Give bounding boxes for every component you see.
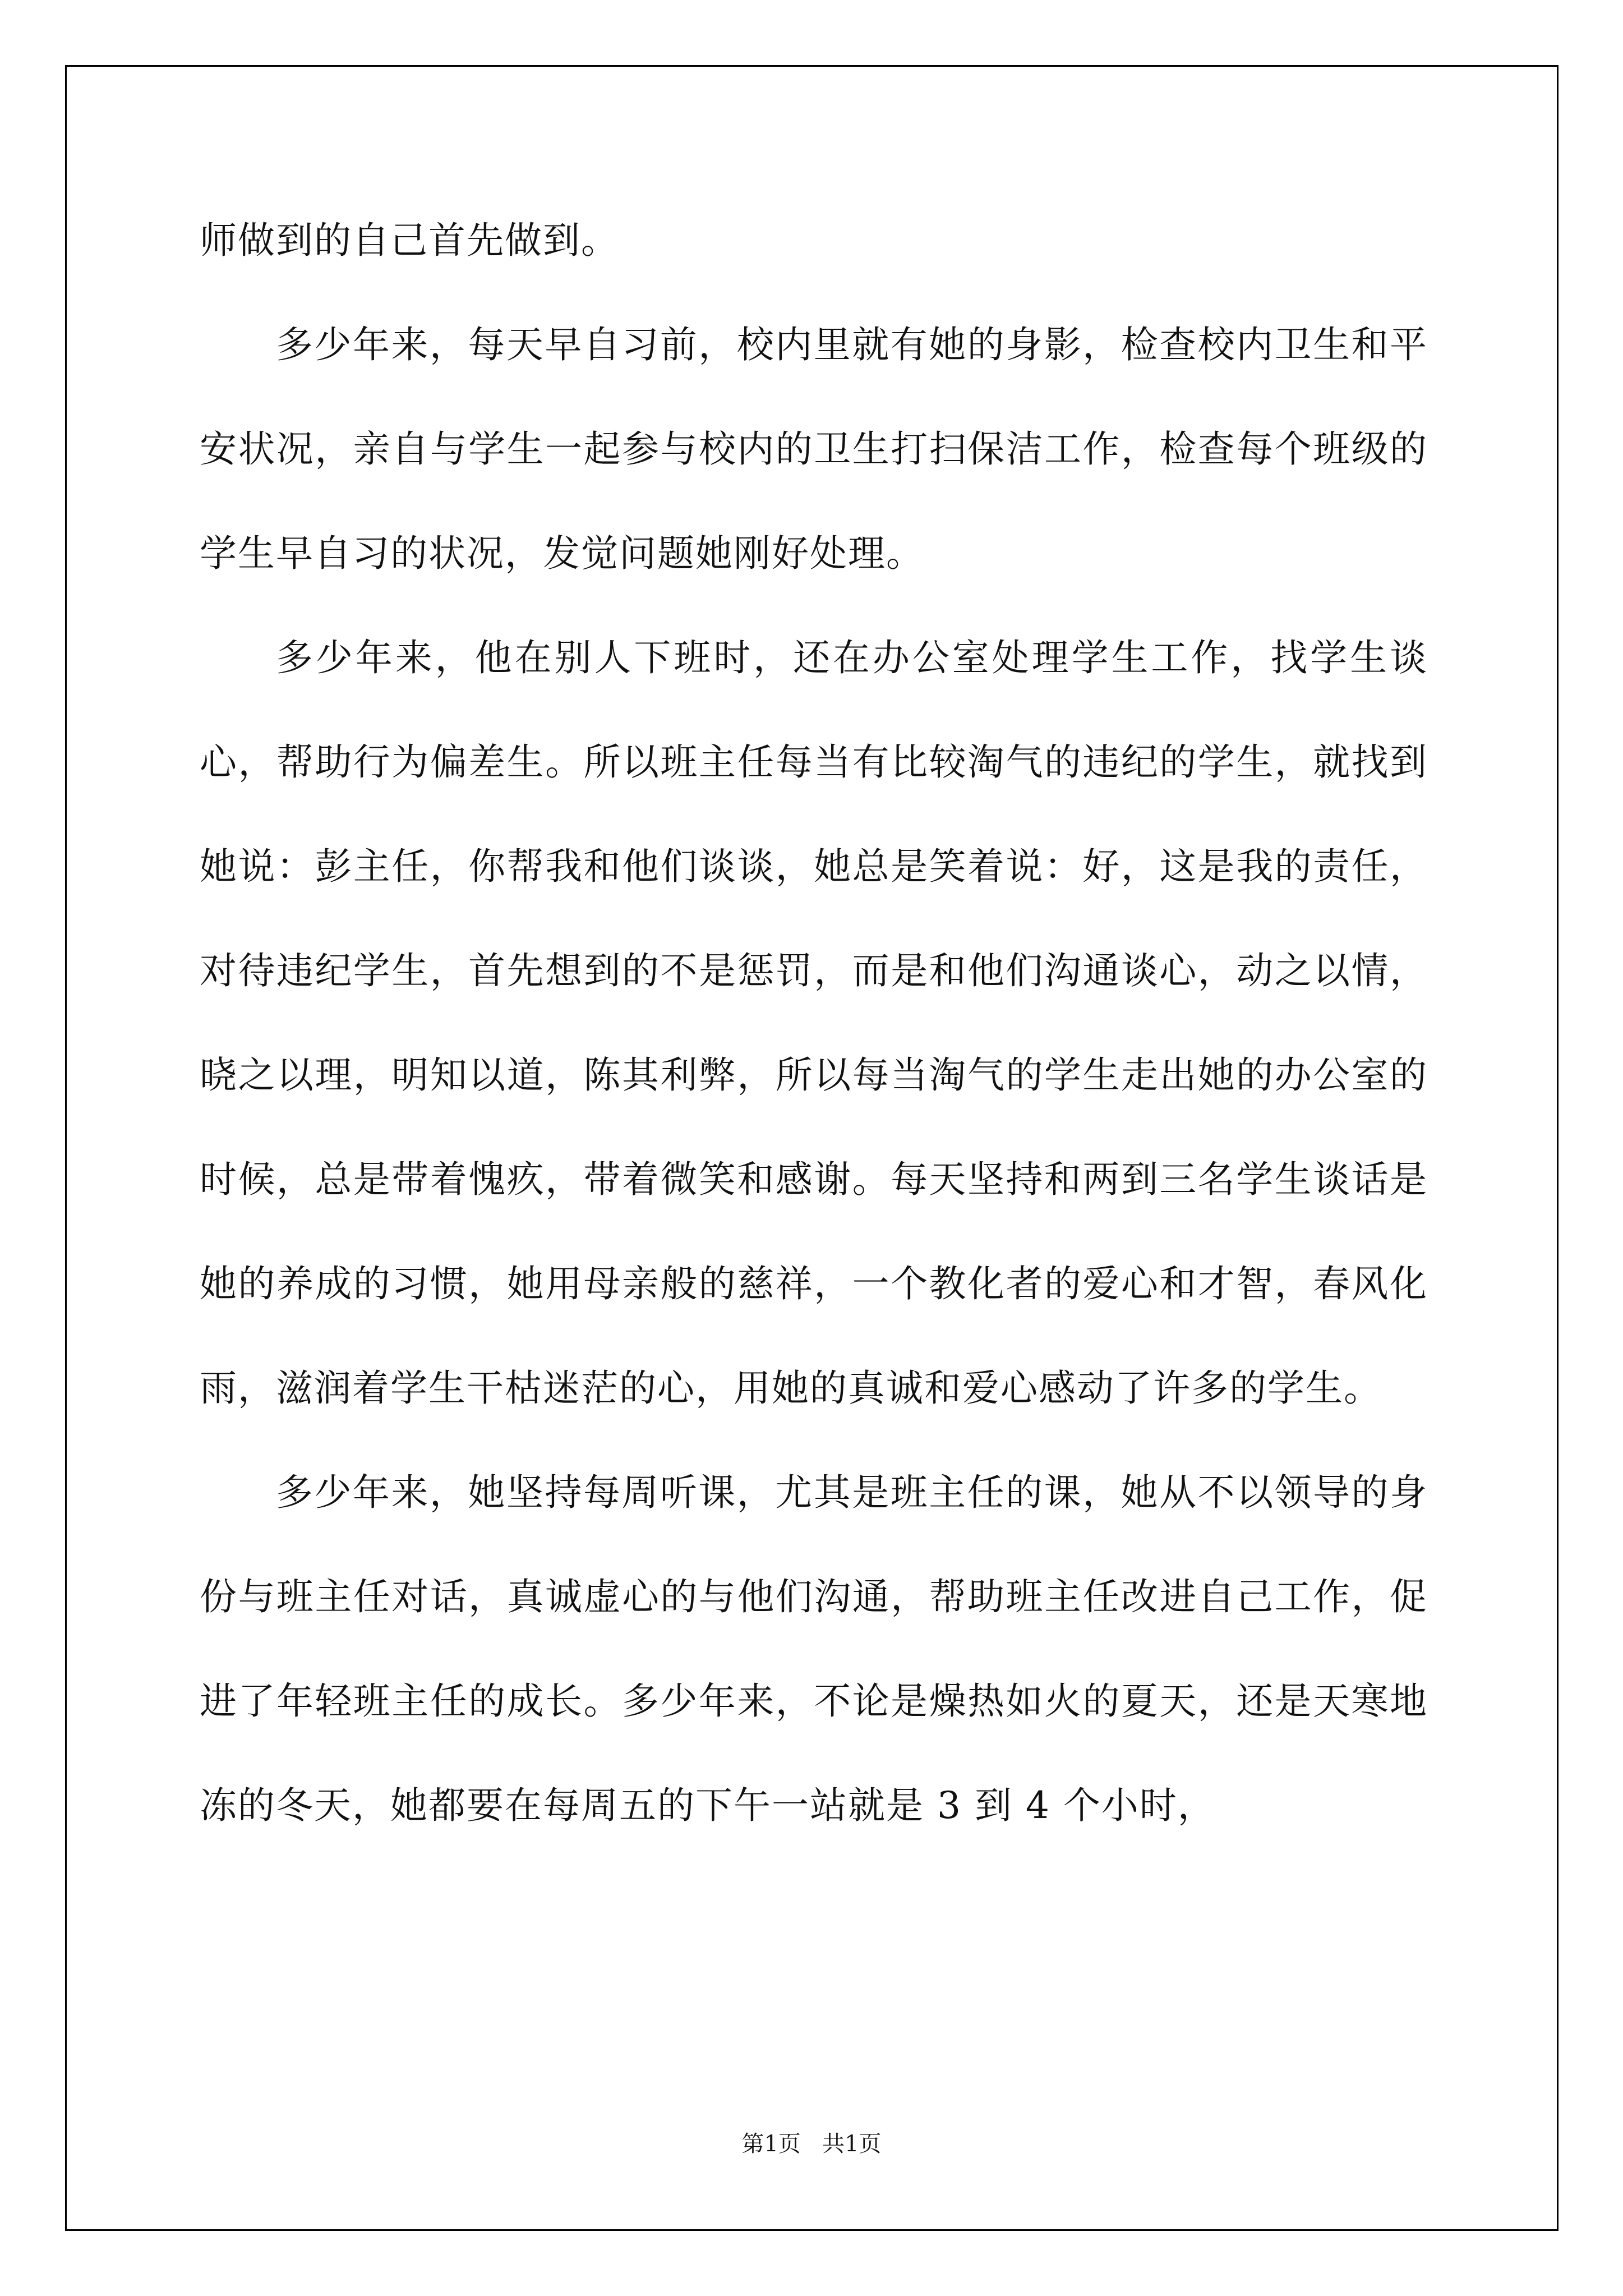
paragraph: 多少年来，他在别人下班时，还在办公室处理学生工作，找学生谈心，帮助行为偏差生。所以班主任每当有比较淘气的违纪的学生，就找到她说：彭主任，你帮我和他们谈谈，她总是笑着说：好，这是我的责任，对待违纪学生，首先想到的不是惩罚，而是和他们沟通谈心，动之以情，晓之以理，明知以道，陈其利弊，所以每当淘气的学生走出她的办公室的时候，总是带着愧疚，带着微笑和感谢。每天坚持和两到三名学生谈话是她的养成的习惯，她用母亲般的慈祥，一个教化者的爱心和才智，春风化雨，滋润着学生干枯迷茫的心，用她的真诚和爱心感动了许多的学生。	[200, 636, 1428, 1410]
paragraph: 多少年来，她坚持每周听课，尤其是班主任的课，她从不以领导的身份与班主任对话，真诚虚心的与他们沟通，帮助班主任改进自己工作，促进了年轻班主任的成长。多少年来，不论是燥热如火的夏天，还是天寒地冻的冬天，她都要在每周五的下午一站就是 3 到 4 个小时，	[200, 1471, 1428, 1827]
paragraph: 多少年来，每天早自习前，校内里就有她的身影，检查校内卫生和平安状况，亲自与学生一起参与校内的卫生打扫保洁工作，检查每个班级的学生早自习的状况，发觉问题她刚好处理。	[200, 323, 1428, 575]
paragraph: 师做到的自己首先做到。	[200, 219, 619, 262]
document-body	[200, 188, 1428, 1858]
page-number-footer: 第1页 共1页	[741, 2131, 882, 2157]
